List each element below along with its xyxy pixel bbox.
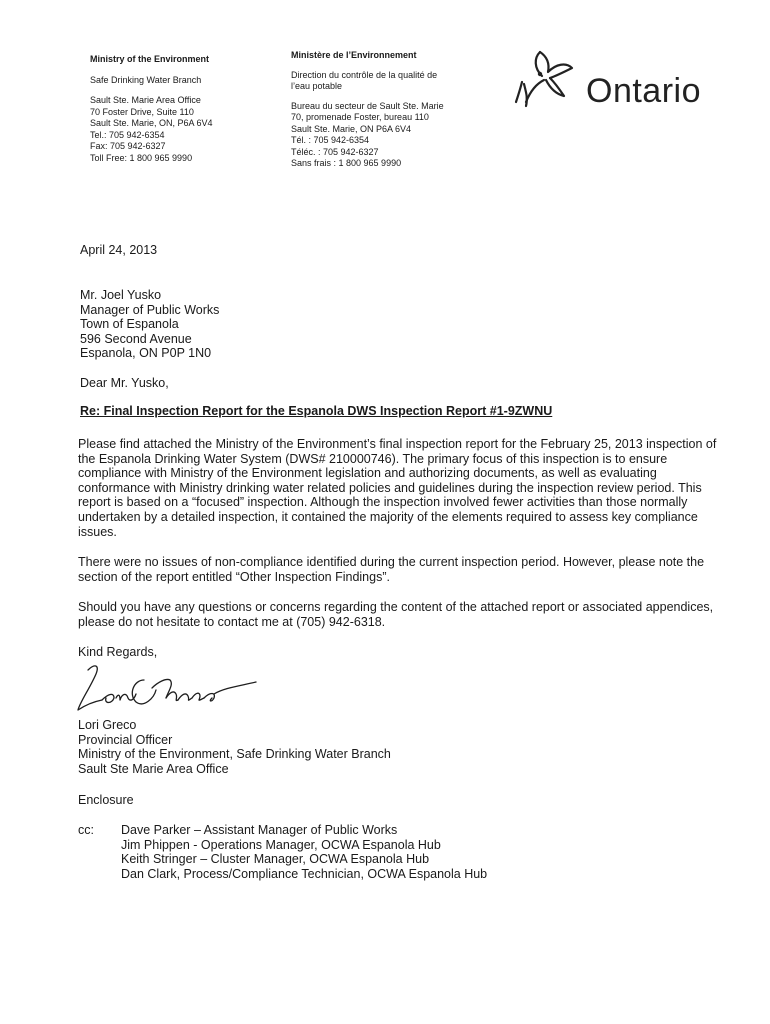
ministry-name-fr: Ministère de l’Environnement — [291, 50, 417, 60]
branch-name-en: Safe Drinking Water Branch — [90, 74, 202, 85]
recipient-name: Mr. Joel Yusko — [80, 288, 162, 302]
office-name-fr: Bureau du secteur de Sault Ste. Marie — [291, 100, 444, 111]
address-line1-en: 70 Foster Drive, Suite 110 — [90, 106, 194, 117]
fax-en: Fax: 705 942-6327 — [90, 141, 166, 151]
letterhead-french — [291, 50, 491, 170]
tel-en: Tel.: 705 942-6354 — [90, 129, 165, 140]
signer-ministry: Ministry of the Environment, Safe Drinking Water Branch — [78, 747, 391, 762]
tel-fr: Tél. : 705 942-6354 — [291, 135, 370, 145]
office-name-en: Sault Ste. Marie Area Office — [90, 95, 201, 105]
signer-title: Provincial Officer — [78, 732, 173, 747]
recipient-street: 596 Second Avenue — [80, 331, 192, 346]
tollfree-en: Toll Free: 1 800 965 9990 — [90, 152, 193, 163]
enclosure-note: Enclosure — [78, 793, 134, 807]
fax-fr: Téléc. : 705 942-6327 — [291, 146, 379, 157]
cc-recipient: Keith Stringer – Cluster Manager, OCWA Espanola Hub — [121, 852, 430, 867]
address-line2-en: Sault Ste. Marie, ON, P6A 6V4 — [90, 118, 213, 128]
body-paragraph-1: Please find attached the Ministry of the Environment’s final inspection report for the February 25, 2013 inspection of the Espanola Drinking Water System (DWS# 210000746). The primary focus of this inspection is to ensure compliance with Ministry of the Environment legislation and authorizing documents, as well as evaluating conformance with Ministry drinking water related policies and guidelines during the inspection review period. This report is based on a “focused” inspection. Although the inspection involved fewer activities than those normally undertaken by a detailed inspection, it contained the majority of the elements required to assess key compliance issues. — [78, 437, 717, 539]
branch-name-fr-2: l’eau potable — [291, 81, 343, 91]
address-line2-fr: Sault Ste. Marie, ON P6A 6V4 — [291, 123, 412, 134]
letterhead-english — [90, 54, 280, 164]
address-line1-fr: 70, promenade Foster, bureau 110 — [291, 112, 429, 122]
cc-recipient: Dave Parker – Assistant Manager of Public Works — [121, 823, 398, 837]
signer-block — [78, 718, 391, 776]
body-paragraph-3: Should you have any questions or concerns regarding the content of the attached report or associated appendices, please do not hesitate to contact me at (705) 942-6318. — [78, 600, 714, 629]
salutation: Dear Mr. Yusko, — [80, 376, 169, 390]
letter-date: April 24, 2013 — [80, 243, 158, 257]
handwritten-signature — [74, 658, 274, 722]
cc-recipient: Dan Clark, Process/Compliance Technician, OCWA Espanola Hub — [121, 866, 488, 881]
recipient-city: Espanola, ON P0P 1N0 — [80, 346, 212, 361]
body-paragraph-2: There were no issues of non-compliance identified during the current inspection period. However, please note the section of the report entitled “Other Inspection Findings”. — [78, 555, 705, 584]
ontario-logo — [510, 44, 720, 120]
signer-office: Sault Ste Marie Area Office — [78, 761, 229, 776]
recipient-organization: Town of Espanola — [80, 317, 179, 332]
closing: Kind Regards, — [78, 645, 158, 659]
branch-name-fr-1: Direction du contrôle de la qualité de — [291, 69, 438, 80]
signer-name: Lori Greco — [78, 718, 137, 732]
ontario-wordmark: Ontario — [586, 72, 701, 110]
trillium-icon — [510, 44, 588, 120]
cc-recipient: Jim Phippen - Operations Manager, OCWA Espanola Hub — [121, 837, 441, 852]
ministry-name-en: Ministry of the Environment — [90, 54, 210, 64]
tollfree-fr: Sans frais : 1 800 965 9990 — [291, 158, 402, 168]
recipient-address — [80, 288, 219, 361]
cc-label: cc: — [78, 823, 94, 837]
recipient-title: Manager of Public Works — [80, 302, 220, 317]
subject-line: Re: Final Inspection Report for the Espanola DWS Inspection Report #1-9ZWNU — [80, 404, 553, 418]
cc-list — [121, 823, 487, 881]
